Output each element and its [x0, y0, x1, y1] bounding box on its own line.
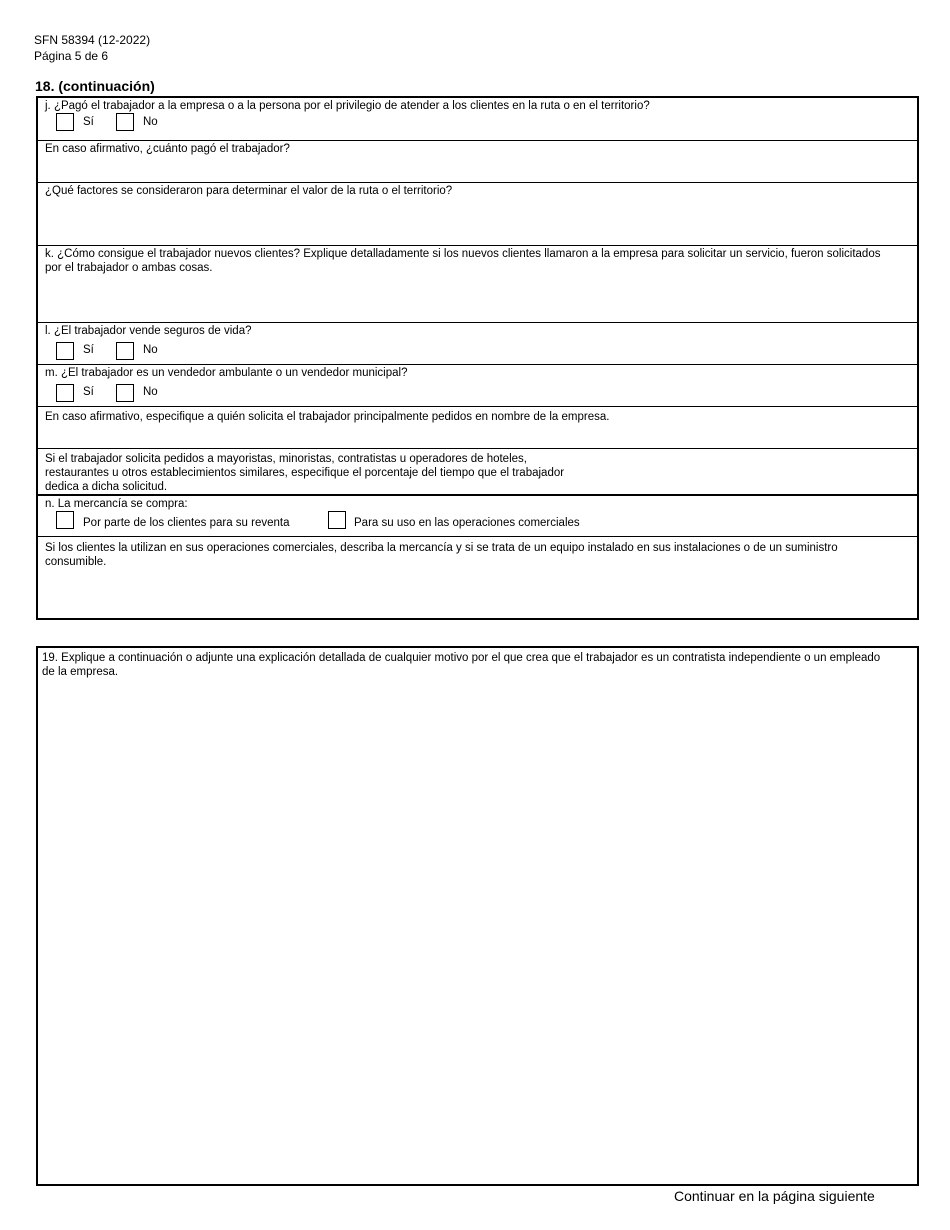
m-percent-line2: restaurantes u otros establecimientos similares, especifique el porcentaje del tiempo que el trabajador [45, 467, 565, 479]
m-no-label: No [143, 386, 158, 398]
j-no-checkbox[interactable] [116, 113, 134, 131]
question-k-row[interactable] [38, 245, 917, 322]
l-yes-label: Sí [83, 344, 94, 356]
j-amount-row[interactable] [38, 140, 917, 182]
m-whom-label: En caso afirmativo, especifique a quién solicita el trabajador principalmente pedidos en nombre de la empresa. [45, 411, 610, 423]
question-m-label: m. ¿El trabajador es un vendedor ambulante o un vendedor municipal? [45, 367, 408, 379]
question-n-label: n. La mercancía se compra: [45, 498, 188, 510]
m-yes-checkbox[interactable] [56, 384, 74, 402]
page-number: Página 5 de 6 [34, 49, 109, 63]
j-factors-label: ¿Qué factores se consideraron para determinar el valor de la ruta o el territorio? [45, 185, 453, 197]
n-describe-label: Si los clientes la utilizan en sus operaciones comerciales, describa la mercancía y si se trata de un equipo instalado en sus instalaciones o de un suministro consumible. [45, 542, 838, 568]
section-18-title: 18. (continuación) [35, 78, 155, 94]
n-business-use-checkbox[interactable] [328, 511, 346, 529]
question-j-row [38, 98, 917, 140]
m-percent-row[interactable] [38, 448, 917, 494]
m-no-checkbox[interactable] [116, 384, 134, 402]
j-no-label: No [143, 116, 158, 128]
m-percent-line1: Si el trabajador solicita pedidos a mayoristas, minoristas, contratistas u operadores de hoteles, [45, 453, 527, 465]
j-yes-checkbox[interactable] [56, 113, 74, 131]
l-no-checkbox[interactable] [116, 342, 134, 360]
j-yes-label: Sí [83, 116, 94, 128]
continue-note: Continuar en la página siguiente [674, 1188, 875, 1204]
l-no-label: No [143, 344, 158, 356]
l-yes-checkbox[interactable] [56, 342, 74, 360]
n-resale-checkbox[interactable] [56, 511, 74, 529]
section-18-box [36, 96, 919, 620]
question-l-label: l. ¿El trabajador vende seguros de vida? [45, 325, 252, 337]
question-j-label: j. ¿Pagó el trabajador a la empresa o a la persona por el privilegio de atender a los clientes en la ruta o en el territorio? [45, 100, 650, 112]
n-business-use-label: Para su uso en las operaciones comerciales [354, 517, 580, 529]
question-m-row [38, 364, 917, 406]
j-amount-label: En caso afirmativo, ¿cuánto pagó el trabajador? [45, 143, 290, 155]
j-factors-row[interactable] [38, 182, 917, 245]
m-whom-row[interactable] [38, 406, 917, 448]
question-n-row [38, 494, 917, 536]
n-resale-label: Por parte de los clientes para su reventa [83, 517, 290, 529]
question-l-row [38, 322, 917, 364]
section-19-box[interactable] [36, 646, 919, 1186]
question-k-label: k. ¿Cómo consigue el trabajador nuevos clientes? Explique detalladamente si los nuevos clientes llamaron a la empresa para solicitar un servicio, fueron solicitados por el trabajador o ambas cosas. [45, 248, 881, 274]
n-describe-row[interactable] [38, 536, 917, 618]
section-19-label: 19. Explique a continuación o adjunte una explicación detallada de cualquier motivo por el que crea que el trabajador es un contratista independiente o un empleado de la empresa. [42, 652, 881, 678]
form-number: SFN 58394 (12-2022) [34, 33, 151, 47]
m-percent-line3: dedica a dicha solicitud. [45, 481, 168, 493]
m-yes-label: Sí [83, 386, 94, 398]
